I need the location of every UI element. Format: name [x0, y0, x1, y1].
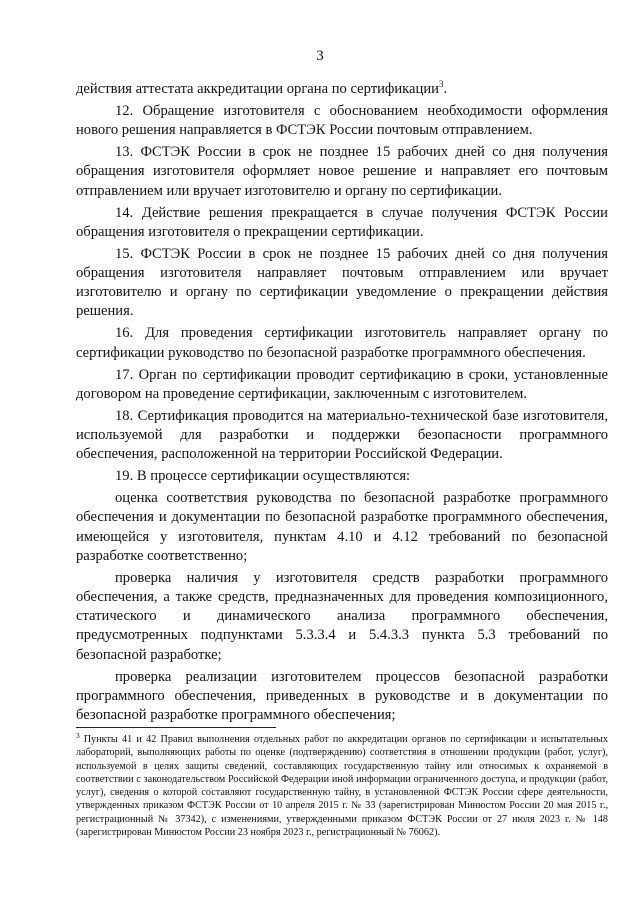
paragraph-text: действия аттестата аккредитации органа по сертификации — [76, 81, 439, 97]
paragraph-19: 19. В процессе сертификации осуществляются: — [115, 468, 411, 485]
list-item-process-check: проверка реализации изготовителем процессов безопасной разработки программного обеспечения, приведенных в руководстве и в документации по безопасной разработке программного обеспечения; — [76, 668, 608, 724]
footnote-divider — [76, 727, 276, 728]
document-body — [76, 80, 608, 728]
footnote: 3 Пункты 41 и 42 Правил выполнения отдельных работ по аккредитации органов по сертификации и испытательных лабораторий, выполняющих работы по оценке (подтверждению) соответствия в отношении продукции (работ, услуг), используемой в целях защиты сведений, составляющих государственную тайну или относимых к охраняемой в соответствии с законодательством Российской Федерации иной информации ограниченного доступа, и продукции (работ, услуг), сведения о которой составляют государственную тайну, в установленной ФСТЭК России сфере деятельности, утвержденных приказом ФСТЭК России от 10 апреля 2015 г. № 33 (зарегистрирован Минюстом России 20 мая 2015 г., регистрационный № 37342), с изменениями, утвержденными приказом ФСТЭК России от 27 июля 2023 г. № 148 (зарегистрирован Минюстом России 23 ноября 2023 г., регистрационный № 76062). — [76, 730, 608, 839]
paragraph-12: 12. Обращение изготовителя с обоснованием необходимости оформления нового решения направляется в ФСТЭК России почтовым отправлением. — [76, 103, 608, 139]
paragraph-tail: . — [443, 81, 448, 97]
paragraph-15: 15. ФСТЭК России в срок не позднее 15 рабочих дней со дня получения обращения изготовителя направляет почтовым отправлением или вручает изготовителю и органу по сертификации уведомление о прекращении действия решения. — [76, 245, 608, 320]
list-item-assessment: оценка соответствия руководства по безопасной разработке программного обеспечения и документации по безопасной разработке программного обеспечения, имеющейся у изготовителя, пунктам 4.10 и 4.12 требований по безопасной разработке соответственно; — [76, 490, 608, 564]
paragraph-18: 18. Сертификация проводится на материально-технической базе изготовителя, используемой для разработки и поддержки безопасности программного обеспечения, расположенной на территории Российской Федерации. — [76, 407, 608, 463]
footnote-reference[interactable]: 3 — [438, 79, 444, 90]
paragraph-16: 16. Для проведения сертификации изготовитель направляет органу по сертификации руководство по безопасной разработке программного обеспечения. — [76, 325, 608, 361]
paragraph-continuation — [76, 80, 608, 102]
footnote-text: Пункты 41 и 42 Правил выполнения отдельных работ по аккредитации органов по сертификации и испытательных лабораторий, выполняющих работы по оценке (подтверждению) соответствия в отношении продукции (работ, услуг), используемой в целях защиты сведений, составляющих государственную тайну или относимых к охраняемой в соответствии с законодательством Российской Федерации иной информации ограниченного доступа, и продукции (работ, услуг), сведения о которой составляют государственную тайну, в установленной ФСТЭК России сфере деятельности, утвержденных приказом ФСТЭК России от 10 апреля 2015 г. № 33 (зарегистрирован Минюстом России 20 мая 2015 г., регистрационный № 37342), с изменениями, утвержденными приказом ФСТЭК России от 27 июля 2023 г. № 148 (зарегистрирован Минюстом России 23 ноября 2023 г., регистрационный № 76062). — [76, 734, 608, 839]
page-number: 3 — [316, 48, 324, 64]
paragraph-17: 17. Орган по сертификации проводит сертификацию в сроки, установленные договором на проведение сертификации, заключенным с изготовителем. — [76, 366, 608, 402]
paragraph-14: 14. Действие решения прекращается в случае получения ФСТЭК России обращения изготовителя о прекращении сертификации. — [76, 204, 608, 240]
paragraph-13: 13. ФСТЭК России в срок не позднее 15 рабочих дней со дня получения обращения изготовителя оформляет новое решение и направляет его почтовым отправлением или вручает изготовителю и органу по сертификации. — [76, 144, 608, 199]
list-item-tools-check: проверка наличия у изготовителя средств разработки программного обеспечения, а также средств, предназначенных для проведения композиционного, статического и динамического анализа программного обеспечения, предусмотренных подпунктами 5.3.3.4 и 5.4.3.3 пункта 5.3 требований по безопасной разработке; — [76, 569, 608, 663]
